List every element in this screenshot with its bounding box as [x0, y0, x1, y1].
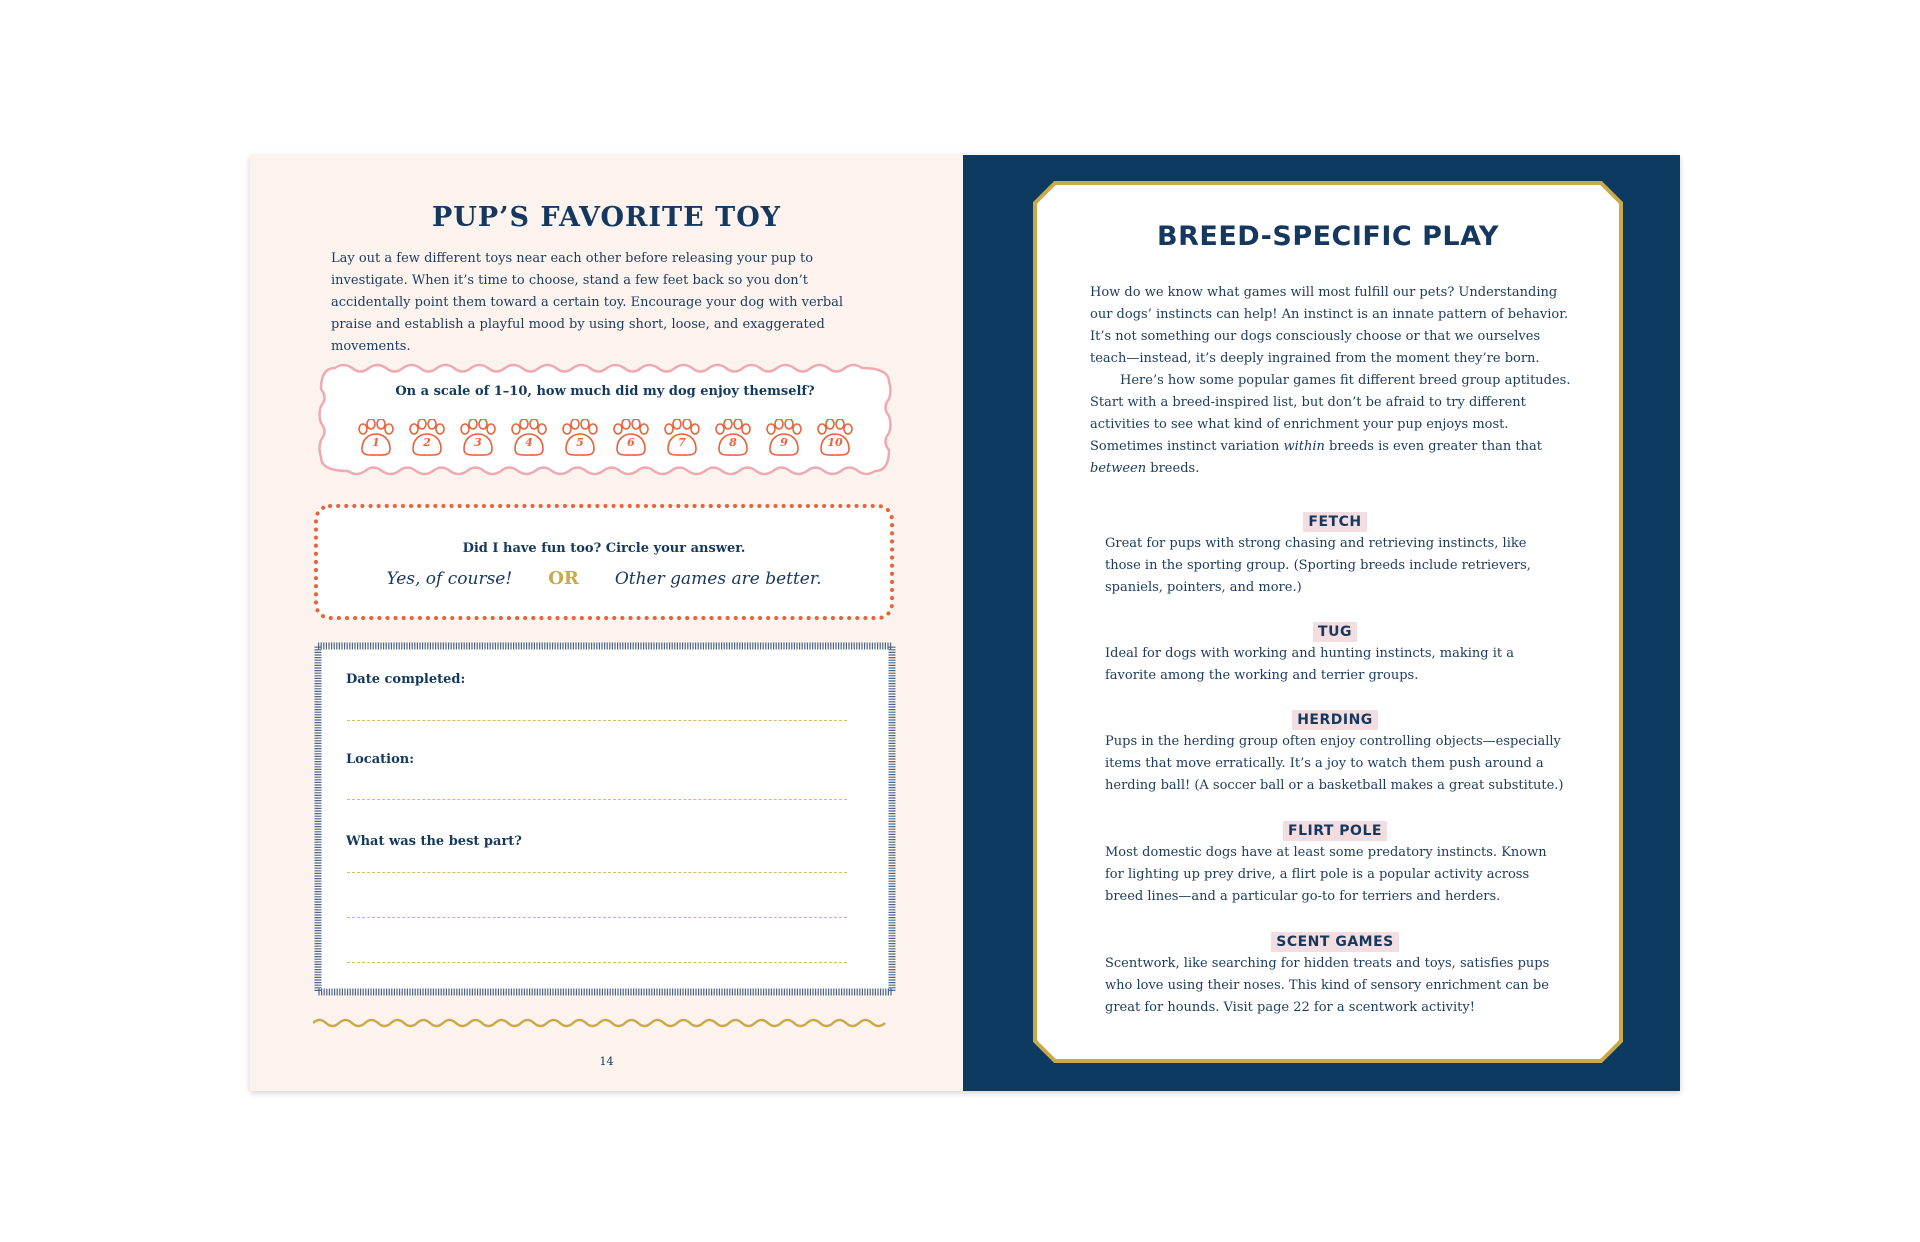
paw-print-icon[interactable] — [506, 419, 552, 459]
paw-print-icon[interactable] — [557, 419, 603, 459]
section-heading: FLIRT POLE — [1283, 821, 1387, 841]
fun-answers — [313, 568, 895, 589]
section-scent-games — [1105, 931, 1565, 1019]
best-part-line[interactable] — [347, 962, 847, 963]
paw-number: 4 — [525, 436, 533, 449]
paw-number: 7 — [678, 436, 686, 449]
paw-number: 2 — [423, 436, 431, 449]
intro-paragraph: Here’s how some popular games fit different breed group aptitudes. Start with a breed-inspired list, but don’t be afraid to try different activities to see what kind of enrichment your pup enjoys most. Sometimes instinct variation within breeds is even greater than that between breeds. — [1090, 373, 1571, 476]
page-number: 14 — [599, 1055, 614, 1068]
striped-border — [314, 642, 896, 996]
section-body: Great for pups with strong chasing and retrieving instincts, like those in the sporting group. (Sporting breeds include retrievers, spaniels, pointers, and more.) — [1105, 536, 1531, 595]
paw-number: 10 — [827, 436, 843, 449]
content-card — [1033, 181, 1623, 1063]
fun-box — [313, 503, 895, 621]
date-line[interactable] — [347, 720, 847, 721]
paw-print-icon[interactable] — [404, 419, 450, 459]
paw-number: 8 — [729, 436, 737, 449]
book-spread — [250, 155, 1680, 1091]
answer-yes[interactable]: Yes, of course! — [386, 569, 513, 589]
intro-text — [1090, 282, 1575, 480]
page-title: BREED-SPECIFIC PLAY — [1157, 221, 1499, 252]
right-page — [963, 155, 1680, 1091]
section-body: Ideal for dogs with working and hunting instincts, making it a favorite among the working and terrier groups. — [1105, 646, 1514, 683]
intro-paragraph: Lay out a few different toys near each other before releasing your pup to investigate. When it’s time to choose, stand a few feet back so you don’t accidentally point them toward a certain toy. Encourage your dog with verbal praise and establish a playful mood by using short, loose, and exaggerated movements. — [331, 251, 844, 354]
paw-rating-row — [353, 419, 857, 459]
section-herding — [1105, 709, 1565, 797]
paw-number: 9 — [780, 436, 788, 449]
section-heading: TUG — [1313, 622, 1357, 642]
rating-question: On a scale of 1–10, how much did my dog enjoy themself? — [395, 384, 815, 399]
paw-number: 1 — [372, 436, 380, 449]
paw-print-icon[interactable] — [608, 419, 654, 459]
date-label: Date completed: — [346, 672, 466, 687]
location-line[interactable] — [347, 799, 847, 800]
rating-box — [315, 357, 895, 482]
fun-question: Did I have fun too? Circle your answer. — [462, 541, 746, 556]
or-label: OR — [548, 568, 579, 589]
best-part-label: What was the best part? — [346, 834, 522, 849]
section-flirt-pole — [1105, 820, 1565, 908]
best-part-line[interactable] — [347, 872, 847, 873]
paw-print-icon[interactable] — [761, 419, 807, 459]
left-page — [250, 155, 963, 1091]
intro-paragraph: How do we know what games will most fulfill our pets? Understanding our dogs’ instincts can help! An instinct is an innate pattern of behavior. It’s not something our dogs consciously choose or that we ourselves teach—instead, it’s deeply ingrained from the moment they’re born. — [1090, 285, 1569, 366]
section-body: Most domestic dogs have at least some predatory instincts. Known for lighting up prey drive, a flirt pole is a popular activity across breed lines—and a particular go-to for terriers and herders. — [1105, 845, 1547, 904]
location-label: Location: — [346, 752, 415, 767]
page-title: PUP’S FAVORITE TOY — [431, 202, 782, 233]
wave-divider — [313, 1015, 897, 1031]
paw-print-icon[interactable] — [812, 419, 858, 459]
paw-print-icon[interactable] — [455, 419, 501, 459]
section-fetch — [1105, 511, 1565, 599]
paw-print-icon[interactable] — [353, 419, 399, 459]
dotted-border — [313, 503, 895, 621]
section-heading: FETCH — [1303, 512, 1366, 532]
paw-number: 6 — [627, 436, 635, 449]
paw-print-icon[interactable] — [659, 419, 705, 459]
answer-no[interactable]: Other games are better. — [614, 569, 822, 589]
best-part-line[interactable] — [347, 917, 847, 918]
section-heading: SCENT GAMES — [1271, 932, 1398, 952]
paw-print-icon[interactable] — [710, 419, 756, 459]
section-tug — [1105, 621, 1565, 687]
section-heading: HERDING — [1292, 710, 1378, 730]
paw-number: 5 — [576, 436, 584, 449]
section-body: Pups in the herding group often enjoy controlling objects—especially items that move erratically. It’s a joy to watch them push around a herding ball! (A soccer ball or a basketball makes a great substitute.) — [1105, 734, 1564, 793]
log-box — [314, 642, 896, 996]
section-body: Scentwork, like searching for hidden treats and toys, satisfies pups who love using their noses. This kind of sensory enrichment can be great for hounds. Visit page 22 for a scentwork activity! — [1105, 956, 1550, 1015]
paw-number: 3 — [474, 436, 482, 449]
